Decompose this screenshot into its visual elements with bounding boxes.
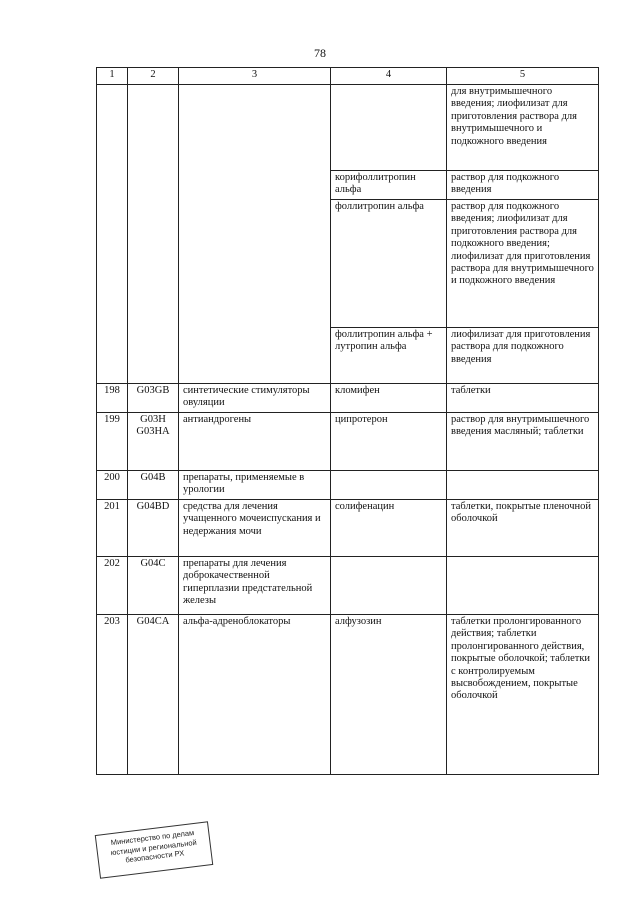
table-row: [97, 384, 599, 413]
group-name: препараты, применяемые в урологии: [179, 471, 331, 500]
table-row: [97, 557, 599, 615]
group-name: альфа-адреноблокаторы: [179, 615, 331, 775]
dosage-form: раствор для подкожного введения: [447, 171, 599, 200]
atc-code: G04C: [128, 557, 179, 615]
row-number: 201: [97, 500, 128, 557]
substance-name: [331, 85, 447, 171]
dosage-form: таблетки: [447, 384, 599, 413]
group-name: средства для лечения учащенного мочеиспускания и недержания мочи: [179, 500, 331, 557]
dosage-form: таблетки пролонгированного действия; таблетки пролонгированного действия, покрытые оболочкой; таблетки с контролируемым высвобождением, покрытые оболочкой: [447, 615, 599, 775]
atc-code: [128, 85, 179, 384]
row-number: 198: [97, 384, 128, 413]
atc-code: G03H G03HA: [128, 413, 179, 471]
group-name: [179, 85, 331, 384]
table-row: [97, 500, 599, 557]
substance-name: солифенацин: [331, 500, 447, 557]
header-cell: 4: [331, 68, 447, 85]
group-name: препараты для лечения доброкачественной гиперплазии предстательной железы: [179, 557, 331, 615]
substance-name: алфузозин: [331, 615, 447, 775]
substance-name: фоллитропин альфа + лутропин альфа: [331, 328, 447, 384]
row-number: 202: [97, 557, 128, 615]
page-number: 78: [314, 46, 326, 60]
dosage-form: раствор для внутримышечного введения масляный; таблетки: [447, 413, 599, 471]
substance-name: корифоллитропин альфа: [331, 171, 447, 200]
row-number: 200: [97, 471, 128, 500]
substance-name: [331, 471, 447, 500]
header-cell: 1: [97, 68, 128, 85]
table-row: [97, 615, 599, 775]
group-name: антиандрогены: [179, 413, 331, 471]
table-row: [97, 413, 599, 471]
header-cell: 3: [179, 68, 331, 85]
substance-name: кломифен: [331, 384, 447, 413]
table-header-row: [97, 68, 599, 85]
substance-name: [331, 557, 447, 615]
dosage-form: [447, 557, 599, 615]
header-cell: 2: [128, 68, 179, 85]
atc-code: G03GB: [128, 384, 179, 413]
dosage-form: для внутримышечного введения; лиофилизат для приготовления раствора для внутримышечного и подкожного введения: [447, 85, 599, 171]
ministry-stamp: Министерство по делам юстиции и региональной безопасности РХ: [95, 821, 214, 879]
group-name: синтетические стимуляторы овуляции: [179, 384, 331, 413]
table-row: [97, 471, 599, 500]
header-cell: 5: [447, 68, 599, 85]
row-number: 203: [97, 615, 128, 775]
table-row: [97, 85, 599, 171]
row-number: 199: [97, 413, 128, 471]
dosage-form: [447, 471, 599, 500]
drug-table: [96, 67, 599, 775]
atc-code: G04B: [128, 471, 179, 500]
atc-code: G04BD: [128, 500, 179, 557]
substance-name: фоллитропин альфа: [331, 200, 447, 328]
row-number: [97, 85, 128, 384]
atc-code: G04CA: [128, 615, 179, 775]
dosage-form: лиофилизат для приготовления раствора для подкожного введения: [447, 328, 599, 384]
dosage-form: таблетки, покрытые пленочной оболочкой: [447, 500, 599, 557]
substance-name: ципротерон: [331, 413, 447, 471]
dosage-form: раствор для подкожного введения; лиофилизат для приготовления раствора для подкожного введения; лиофилизат для приготовления раствора для внутримышечного и подкожного введения: [447, 200, 599, 328]
